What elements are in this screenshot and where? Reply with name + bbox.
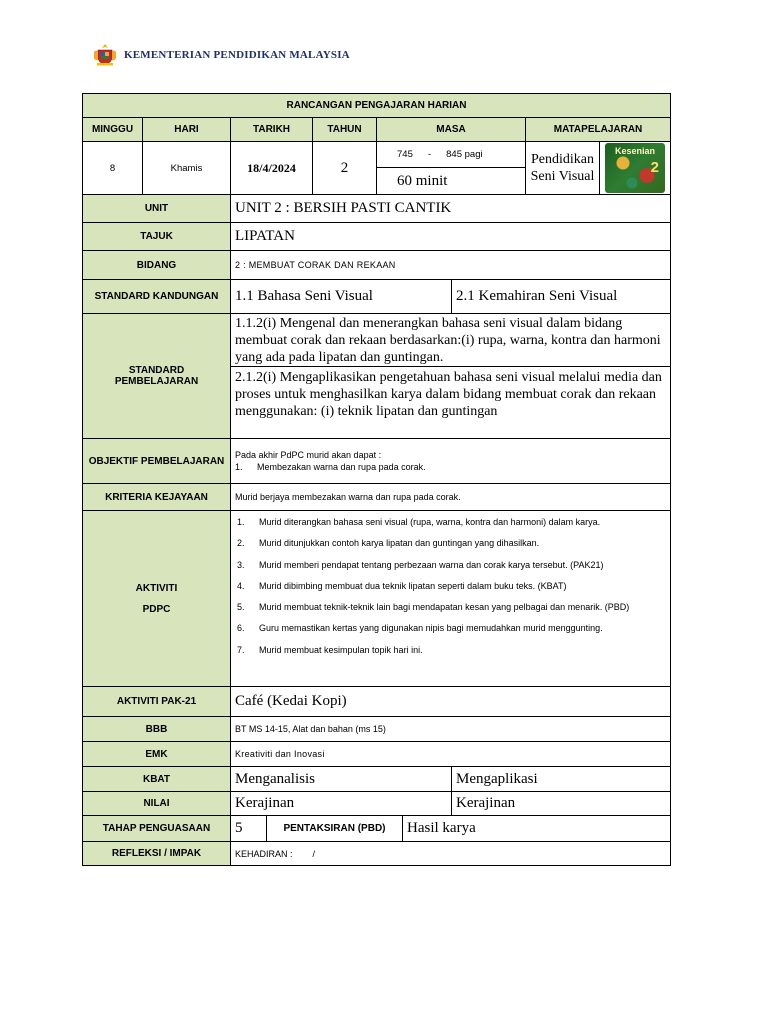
bidang-row — [83, 251, 671, 280]
tarikh-value: 18/4/2024 — [231, 142, 313, 195]
masa-end: 845 pagi — [446, 149, 483, 160]
standard-pembelajaran-row-1 — [83, 314, 671, 367]
pak21-value: Café (Kedai Kopi) — [231, 687, 671, 717]
nilai-value-2: Kerajinan — [452, 792, 671, 816]
unit-value: UNIT 2 : BERSIH PASTI CANTIK — [231, 195, 671, 223]
plan-title: RANCANGAN PENGAJARAN HARIAN — [83, 94, 671, 118]
aktiviti-label-line1: AKTIVITI — [135, 582, 178, 594]
list-item: 4. Murid dibimbing membuat dua teknik lipatan seperti dalam buku teks. (KBAT) — [237, 580, 567, 591]
list-item: 7. Murid membuat kesimpulan topik hari ini. — [237, 644, 423, 655]
col-tarikh: TARIKH — [231, 118, 313, 142]
unit-row — [83, 195, 671, 223]
emk-row — [83, 742, 671, 767]
standard-kandungan-2: 2.1 Kemahiran Seni Visual — [452, 280, 671, 314]
kriteria-row — [83, 484, 671, 511]
pentaksiran-label: PENTAKSIRAN (PBD) — [267, 816, 403, 841]
page-header — [92, 42, 350, 68]
nilai-label: NILAI — [83, 792, 231, 816]
emk-value: Kreativiti dan Inovasi — [231, 742, 671, 767]
aktiviti-label — [83, 511, 231, 687]
duration-value: 60 minit — [377, 168, 526, 195]
standard-kandungan-1: 1.1 Bahasa Seni Visual — [231, 280, 452, 314]
list-item: 3. Murid memberi pendapat tentang perbezaan warna dan corak karya tersebut. (PAK21) — [237, 559, 604, 570]
refleksi-value: KEHADIRAN : / — [231, 842, 671, 866]
hari-value: Khamis — [143, 142, 231, 195]
minggu-value: 8 — [83, 142, 143, 195]
bbb-label: BBB — [83, 717, 231, 742]
pak21-row — [83, 687, 671, 717]
tajuk-row — [83, 223, 671, 251]
list-item: 5. Murid membuat teknik-teknik lain bagi mendapatan kesan yang pelbagai dan menarik. (PBD) — [237, 602, 630, 613]
masa-start: 745 — [397, 149, 413, 160]
masa-time — [377, 142, 526, 168]
standard-pembelajaran-label: STANDARD PEMBELAJARAN — [83, 314, 231, 439]
objektif-item: 1. Membezakan warna dan rupa pada corak. — [235, 462, 426, 472]
objektif-label: OBJEKTIF PEMBELAJARAN — [83, 439, 231, 484]
textbook-title: Kesenian — [614, 146, 656, 156]
list-item: 1. Murid diterangkan bahasa seni visual (rupa, warna, kontra dan harmoni) dalam karya. — [237, 517, 601, 527]
tahap-value: 5 — [231, 816, 267, 841]
tajuk-label: TAJUK — [83, 223, 231, 251]
tahap-label: TAHAP PENGUASAAN — [83, 816, 231, 842]
standard-kandungan-row — [83, 280, 671, 314]
col-matapelajaran: MATAPELAJARAN — [526, 118, 671, 142]
standard-kandungan-label: STANDARD KANDUNGAN — [83, 280, 231, 314]
lesson-plan-table — [82, 93, 671, 866]
nilai-value-1: Kerajinan — [231, 792, 452, 816]
col-minggu: MINGGU — [83, 118, 143, 142]
masa-separator: - — [427, 149, 432, 160]
title-row — [83, 94, 671, 118]
emk-label: EMK — [83, 742, 231, 767]
ministry-name: KEMENTERIAN PENDIDIKAN MALAYSIA — [124, 49, 350, 61]
column-header-row — [83, 118, 671, 142]
pak21-label: AKTIVITI PAK-21 — [83, 687, 231, 717]
bbb-value: BT MS 14-15, Alat dan bahan (ms 15) — [231, 717, 671, 742]
malaysia-crest-icon — [92, 42, 118, 68]
list-item: 2. Murid ditunjukkan contoh karya lipatan dan guntingan yang dihasilkan. — [237, 538, 540, 549]
standard-pembelajaran-2: 2.1.2(i) Mengaplikasikan pengetahuan bahasa seni visual melalui media dan proses untuk menghasilkan karya dalam bidang membuat corak dan rekaan menggunakan: (i) teknik lipatan dan guntingan — [231, 367, 671, 439]
objektif-intro: Pada akhir PdPC murid akan dapat : — [235, 450, 382, 460]
col-tahun: TAHUN — [313, 118, 377, 142]
pentaksiran-value: Hasil karya — [407, 820, 476, 836]
tajuk-value: LIPATAN — [231, 223, 671, 251]
refleksi-row — [83, 842, 671, 866]
kbat-label: KBAT — [83, 767, 231, 792]
kriteria-label: KRITERIA KEJAYAAN — [83, 484, 231, 511]
tahap-row — [83, 816, 671, 842]
aktiviti-label-line2: PDPC — [142, 603, 171, 615]
refleksi-label: REFLEKSI / IMPAK — [83, 842, 231, 866]
kriteria-value: Murid berjaya membezakan warna dan rupa pada corak. — [231, 484, 671, 511]
kbat-row — [83, 767, 671, 792]
textbook-cover — [600, 142, 671, 195]
aktiviti-row — [83, 511, 671, 687]
textbook-image — [605, 143, 665, 193]
nilai-row — [83, 792, 671, 816]
list-item: 6. Guru memastikan kertas yang digunakan nipis bagi memudahkan murid menggunting. — [237, 623, 603, 634]
bidang-value: 2 : MEMBUAT CORAK DAN REKAAN — [231, 251, 671, 280]
col-masa: MASA — [377, 118, 526, 142]
kbat-value-2: Mengaplikasi — [452, 767, 671, 792]
tahap-inner-table — [231, 816, 670, 841]
aktiviti-content — [231, 511, 671, 687]
kbat-value-1: Menganalisis — [231, 767, 452, 792]
textbook-year: 2 — [650, 159, 659, 176]
unit-label: UNIT — [83, 195, 231, 223]
detail-row-top — [83, 142, 671, 168]
bidang-label: BIDANG — [83, 251, 231, 280]
col-hari: HARI — [143, 118, 231, 142]
objektif-content — [231, 439, 671, 484]
tahap-content — [231, 816, 671, 842]
bbb-row — [83, 717, 671, 742]
standard-pembelajaran-1: 1.1.2(i) Mengenal dan menerangkan bahasa seni visual dalam bidang membuat corak dan rekaan berdasarkan:(i) rupa, warna, kontra dan harmoni yang ada pada lipatan dan guntingan. — [231, 314, 671, 367]
aktiviti-list — [235, 512, 666, 661]
objektif-row — [83, 439, 671, 484]
subject-value: Pendidikan Seni Visual — [526, 142, 600, 195]
tahun-value: 2 — [313, 142, 377, 195]
